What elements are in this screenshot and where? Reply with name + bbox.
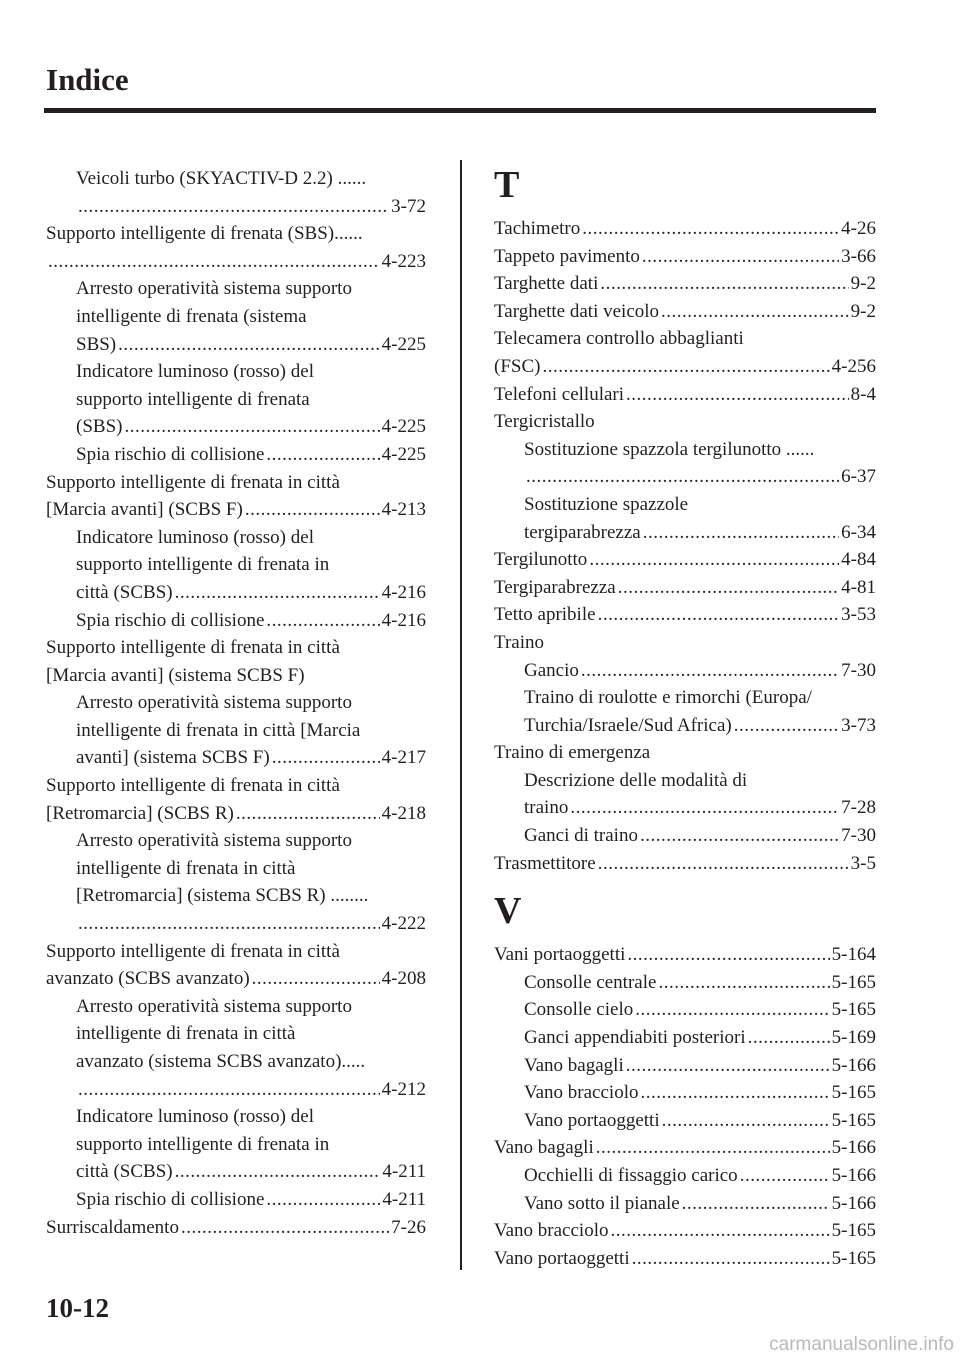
index-entry-label: Ganci appendiabiti posteriori — [524, 1027, 746, 1049]
index-entry-text-line: avanzato (sistema SCBS avanzato)..... — [76, 1051, 366, 1072]
index-entry-page-ref: 4-208 — [381, 968, 426, 990]
index-entry-text-line: intelligente di frenata in città — [76, 1023, 296, 1045]
index-entry — [46, 607, 426, 635]
index-entry — [494, 850, 876, 878]
index-entry — [46, 248, 426, 276]
index-entry-label: traino — [524, 797, 569, 819]
index-entry-text-line: intelligente di frenata in città [Marcia — [76, 719, 361, 741]
watermark: carmanualsonline.info — [769, 1334, 954, 1355]
index-entry-page-ref: 4-211 — [382, 1188, 426, 1210]
dot-leader — [266, 607, 379, 635]
index-entry-text-line: Telecamera controllo abbaglianti — [494, 328, 744, 350]
index-entry-label: Trasmettitore — [494, 852, 596, 874]
index-entry-label: Vano bracciolo — [494, 1220, 609, 1242]
index-entry — [46, 910, 426, 938]
dot-leader — [124, 413, 379, 441]
index-entry-text-line: Supporto intelligente di frenata in città — [46, 471, 340, 493]
dot-leader — [610, 1217, 829, 1245]
index-entry-page-ref: 4-26 — [841, 218, 876, 239]
index-entry-page-ref: 5-166 — [831, 1054, 876, 1076]
index-entry-label: Spia rischio di collisione — [76, 1188, 265, 1210]
index-entry — [494, 270, 876, 298]
index-entry-page-ref: 6-37 — [841, 466, 876, 488]
page-title: Indice — [46, 62, 129, 97]
index-entry-page-ref: 5-165 — [831, 999, 876, 1021]
dot-leader — [48, 248, 380, 276]
index-entry — [46, 1158, 426, 1186]
index-entry — [494, 996, 876, 1024]
index-entry-text-line: supporto intelligente di frenata — [76, 388, 310, 410]
index-entry-page-ref: 5-165 — [831, 1109, 876, 1131]
dot-leader — [175, 579, 380, 607]
index-entry-text-line: Supporto intelligente di frenata in città — [46, 637, 340, 659]
index-entry — [494, 1162, 876, 1190]
index-entry — [494, 822, 876, 850]
index-entry-page-ref: 7-30 — [841, 659, 876, 681]
index-entry-page-ref: 5-166 — [831, 1192, 876, 1214]
index-entry-label: [Retromarcia] (SCBS R) — [46, 802, 234, 824]
index-entry-label: Tergilunotto — [494, 549, 588, 571]
index-entry-page-ref: 6-34 — [841, 521, 876, 543]
index-entry — [494, 601, 876, 629]
index-entry-page-ref: 3-66 — [841, 245, 876, 267]
index-entry-label: Occhielli di fissaggio carico — [524, 1165, 738, 1186]
index-entry-text-line: Indicatore luminoso (rosso) del — [76, 1106, 314, 1128]
index-entry-page-ref: 5-165 — [831, 1247, 876, 1269]
index-entry — [46, 1186, 426, 1214]
index-entry — [494, 1107, 876, 1135]
dot-leader — [740, 1162, 830, 1190]
index-entry-label: Tergiparabrezza — [494, 576, 616, 598]
index-entry — [494, 463, 876, 491]
index-entry-page-ref: 4-211 — [382, 1161, 426, 1183]
index-entry-label: Ganci di traino — [524, 825, 638, 847]
index-entry-label: [Marcia avanti] (SCBS F) — [46, 499, 243, 521]
index-entry — [494, 657, 876, 685]
index-entry-label: Vano bagagli — [494, 1137, 594, 1159]
index-entry-text-line: Supporto intelligente di frenata in città — [46, 940, 340, 962]
index-entry-label: Vano sotto il pianale — [524, 1192, 680, 1214]
index-entry-text-line: [Marcia avanti] (sistema SCBS F) — [46, 664, 305, 686]
index-entry-label: Vano bagagli — [524, 1054, 624, 1076]
index-entry — [494, 353, 876, 381]
index-entry-page-ref: 4-213 — [381, 499, 426, 521]
index-column-right — [494, 165, 876, 1272]
dot-leader — [618, 574, 839, 602]
dot-leader — [245, 496, 380, 524]
dot-leader — [643, 519, 839, 547]
index-entry-text-line: Traino di roulotte e rimorchi (Europa/ — [524, 687, 812, 709]
index-entry-label: (SBS) — [76, 416, 123, 438]
index-entry-text-line: Sostituzione spazzole — [524, 493, 689, 515]
index-entry-text-line: Descrizione delle modalità di — [524, 769, 748, 791]
dot-leader — [658, 969, 829, 997]
index-entry-text-line: Arresto operatività sistema supporto — [76, 830, 352, 852]
index-entry-label: Vani portaoggetti — [494, 944, 626, 966]
index-section-letter: T — [494, 164, 520, 206]
index-entry — [494, 546, 876, 574]
index-entry-page-ref: 3-5 — [850, 852, 876, 874]
index-entry-label: Targhette dati veicolo — [494, 300, 660, 322]
index-entry — [46, 1076, 426, 1104]
dot-leader — [632, 1245, 830, 1273]
index-entry-page-ref: 7-28 — [841, 797, 876, 819]
index-entry — [494, 1245, 876, 1273]
index-entry — [494, 1190, 876, 1218]
index-entry-page-ref: 4-81 — [841, 576, 876, 598]
index-entry-label: Supporto intelligente di frenata (SBS)...... — [46, 223, 363, 245]
index-entry — [46, 744, 426, 772]
index-entry — [494, 1217, 876, 1245]
index-entry — [494, 519, 876, 547]
dot-leader — [582, 215, 839, 243]
index-entry — [494, 794, 876, 822]
section-spacer — [494, 877, 876, 891]
index-entry-page-ref: 7-30 — [841, 825, 876, 847]
dot-leader — [266, 1186, 380, 1214]
dot-leader — [526, 463, 839, 491]
index-entry-page-ref: 5-169 — [831, 1027, 876, 1049]
dot-leader — [236, 800, 380, 828]
index-entry-page-ref: 8-4 — [850, 383, 876, 405]
index-entry-label: Gancio — [524, 659, 579, 681]
index-entry-page-ref: 4-212 — [381, 1078, 426, 1100]
column-divider — [460, 160, 462, 1270]
dot-leader — [661, 298, 849, 326]
index-entry-page-ref: 5-164 — [831, 944, 876, 966]
index-entry-text-line: supporto intelligente di frenata in — [76, 554, 330, 576]
index-entry-label: Consolle cielo — [524, 999, 634, 1021]
index-entry-label: Vano portaoggetti — [524, 1109, 660, 1131]
dot-leader — [642, 243, 839, 271]
dot-leader — [626, 381, 849, 409]
index-entry-page-ref: 4-216 — [381, 581, 426, 603]
index-entry-label: Tappeto pavimento — [494, 245, 640, 267]
index-entry-label: Telefoni cellulari — [494, 383, 625, 405]
index-entry-label: Vano bracciolo — [524, 1082, 639, 1104]
index-entry — [46, 220, 426, 248]
index-entry — [46, 496, 426, 524]
dot-leader — [748, 1024, 830, 1052]
dot-leader — [734, 712, 839, 740]
index-entry — [494, 941, 876, 969]
dot-leader — [600, 270, 848, 298]
index-entry-text-line: Traino — [494, 631, 544, 653]
index-entry — [494, 1052, 876, 1080]
index-entry-text-line: Traino di emergenza — [494, 742, 651, 764]
index-entry-label: (FSC) — [494, 355, 541, 377]
index-entry-label: Turchia/Israele/Sud Africa) — [524, 714, 732, 736]
index-entry — [46, 413, 426, 441]
dot-leader — [635, 996, 829, 1024]
dot-leader — [78, 910, 380, 938]
dot-leader — [78, 1076, 380, 1104]
index-entry-label: Spia rischio di collisione — [76, 443, 265, 465]
index-entry-text-line: [Retromarcia] (sistema SCBS R) ........ — [76, 885, 369, 907]
index-entry-text-line: Arresto operatività sistema supporto — [76, 995, 352, 1017]
index-entry-label: Tachimetro — [494, 218, 581, 239]
dot-leader — [175, 1158, 381, 1186]
index-entry-label: Spia rischio di collisione — [76, 609, 265, 631]
index-entry — [46, 193, 426, 221]
index-entry-page-ref: 4-84 — [841, 549, 876, 571]
index-entry — [494, 243, 876, 271]
index-entry-text-line: intelligente di frenata (sistema — [76, 305, 307, 327]
index-entry-page-ref: 4-222 — [381, 913, 426, 935]
index-entry-page-ref: 4-223 — [381, 250, 426, 272]
index-entry-page-ref: 5-165 — [831, 971, 876, 993]
dot-leader — [627, 941, 829, 969]
index-entry — [494, 1024, 876, 1052]
dot-leader — [181, 1214, 389, 1242]
dot-leader — [640, 822, 839, 850]
dot-leader — [662, 1107, 830, 1135]
dot-leader — [78, 193, 389, 221]
index-entry — [494, 1079, 876, 1107]
dot-leader — [542, 353, 829, 381]
index-entry-text-line: Indicatore luminoso (rosso) del — [76, 361, 314, 383]
index-entry-label: Consolle centrale — [524, 971, 657, 993]
index-entry — [46, 1214, 426, 1242]
index-entry — [46, 441, 426, 469]
index-entry-page-ref: 5-166 — [831, 1165, 876, 1186]
index-entry-page-ref: 5-166 — [831, 1137, 876, 1159]
index-entry-text-line: Veicoli turbo (SKYACTIV-D 2.2) ...... — [76, 168, 367, 189]
index-entry — [494, 298, 876, 326]
index-entry-page-ref: 4-225 — [381, 416, 426, 438]
index-entry — [494, 712, 876, 740]
index-entry — [494, 969, 876, 997]
index-entry-label: Surriscaldamento — [46, 1216, 179, 1238]
index-entry-page-ref: 3-72 — [391, 195, 426, 217]
index-entry-page-ref: 9-2 — [850, 300, 876, 322]
index-entry-label: Tetto apribile — [494, 604, 596, 626]
index-section-letter: V — [494, 890, 522, 933]
dot-leader — [598, 601, 840, 629]
index-entry-text-line: Tergicristallo — [494, 411, 595, 433]
index-entry-page-ref: 7-26 — [391, 1216, 426, 1238]
index-entry — [46, 331, 426, 359]
index-entry-text-line: intelligente di frenata in città — [76, 857, 296, 879]
index-entry-page-ref: 9-2 — [850, 273, 876, 295]
index-entry — [494, 1134, 876, 1162]
index-entry — [46, 800, 426, 828]
index-entry-label: Targhette dati — [494, 273, 599, 295]
index-entry-label: città (SCBS) — [76, 581, 173, 603]
dot-leader — [598, 850, 849, 878]
dot-leader — [682, 1190, 830, 1218]
index-entry-page-ref: 5-165 — [831, 1220, 876, 1242]
index-entry-text-line: supporto intelligente di frenata in — [76, 1133, 330, 1155]
dot-leader — [570, 794, 839, 822]
index-entry-label: Vano portaoggetti — [494, 1247, 630, 1269]
index-entry-text-line: Arresto operatività sistema supporto — [76, 278, 352, 300]
page-number: 10-12 — [46, 1293, 109, 1323]
index-column-left — [46, 165, 426, 1241]
dot-leader — [589, 546, 839, 574]
index-entry-label: SBS) — [76, 333, 117, 355]
index-entry-text-line: Sostituzione spazzola tergilunotto ...... — [524, 438, 815, 460]
index-entry-page-ref: 5-165 — [831, 1082, 876, 1104]
dot-leader — [272, 744, 380, 772]
index-entry-label: avanzato (SCBS avanzato) — [46, 968, 250, 990]
dot-leader — [626, 1052, 830, 1080]
index-entry-page-ref: 4-217 — [381, 747, 426, 769]
dot-leader — [640, 1079, 829, 1107]
index-entry-page-ref: 4-256 — [831, 355, 876, 377]
index-entry-page-ref: 3-53 — [841, 604, 876, 626]
index-entry-text-line: Indicatore luminoso (rosso) del — [76, 526, 314, 548]
index-entry — [494, 215, 876, 243]
index-entry — [494, 574, 876, 602]
header-divider — [44, 108, 876, 113]
index-entry-label: avanti] (sistema SCBS F) — [76, 747, 270, 769]
index-entry — [46, 965, 426, 993]
index-entry-label: tergiparabrezza — [524, 521, 641, 543]
index-entry-page-ref: 4-216 — [381, 609, 426, 631]
index-entry-text-line: Supporto intelligente di frenata in città — [46, 775, 340, 797]
index-entry-text-line: Arresto operatività sistema supporto — [76, 692, 352, 714]
dot-leader — [266, 441, 379, 469]
index-entry-page-ref: 4-218 — [381, 802, 426, 824]
index-entry-page-ref: 4-225 — [381, 333, 426, 355]
dot-leader — [596, 1134, 830, 1162]
dot-leader — [252, 965, 380, 993]
index-entry — [46, 579, 426, 607]
dot-leader — [581, 657, 839, 685]
index-entry-page-ref: 4-225 — [381, 443, 426, 465]
index-entry-page-ref: 3-73 — [841, 714, 876, 736]
index-entry-label: città (SCBS) — [76, 1161, 173, 1183]
dot-leader — [118, 331, 380, 359]
index-entry — [494, 381, 876, 409]
